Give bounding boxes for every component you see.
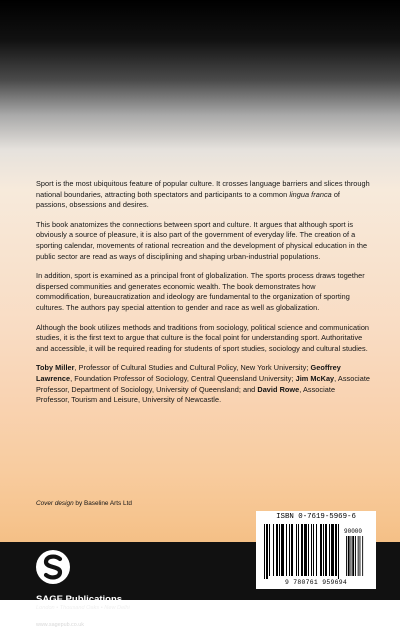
author-name: Toby Miller [36, 363, 75, 373]
author-bios: Toby Miller, Professor of Cultural Studies and Cultural Policy, New York University; Geoffrey Lawrence, Foundation Professor of Sociology, Central Queensland University; Jim McKay, Associate Professor, Department of Sociology, University of Queensland; and David Rowe, Associate Professor, Tourism and Leisure, University of Newcastle. [36, 363, 371, 405]
blurb-paragraph-3: In addition, sport is examined as a principal front of globalization. The sports process draws together dispersed communities and generates economic wealth. The book demonstrates how commodification, bureaucratization and ideology are fundamental to the organization of sporting cultures. The authors pay special attention to gender and race as well as globalization. [36, 271, 365, 312]
blurb-paragraph-1: Sport is the most ubiquitous feature of popular culture. It crosses language barriers and slices through national boundaries, attracting both spectators and participants to a common lingua franca of passions, obsessions and desires. [36, 179, 370, 210]
publisher-url[interactable]: www.sagepub.co.uk [36, 622, 84, 628]
isbn-barcode [256, 511, 376, 589]
cover-design-credit: Cover design by Baseline Arts Ltd [36, 500, 132, 507]
publisher-name: SAGE Publications [36, 594, 123, 605]
barcode-addon-number: 90000 [344, 528, 363, 535]
author-name: Geoffrey Lawrence [36, 363, 341, 383]
blurb-paragraph-2: This book anatomizes the connections between sport and culture. It argues that although sport is obviously a source of pleasure, it is also part of the government of everyday life. The creation of a sporting calendar, movements of rational recreation and the development of physical education in the public sector are read as ways of disciplining and shaping urban-industrial populations. [36, 219, 368, 261]
blurb-text [36, 179, 370, 415]
barcode-number: 9 780761 959694 [284, 579, 348, 586]
blurb-paragraph-4: Although the book utilizes methods and traditions from sociology, political science and communication studies, it is the first text to argue that culture is the focal point for understanding sport. Authoritative and accessible, it will be required reading for students of sport studies, sociology and cultural studies. [36, 322, 370, 353]
sage-s-logo-icon [36, 550, 70, 584]
publisher-cities: London • Thousand Oaks • New Delhi [36, 605, 130, 611]
author-name: Jim McKay [295, 373, 335, 383]
author-name: David Rowe [257, 384, 300, 394]
isbn-number: ISBN 0-7619-5969-6 [276, 513, 356, 521]
italic-phrase: lingua franca [289, 189, 332, 199]
sage-s-logo-icon-graphic [36, 550, 70, 584]
